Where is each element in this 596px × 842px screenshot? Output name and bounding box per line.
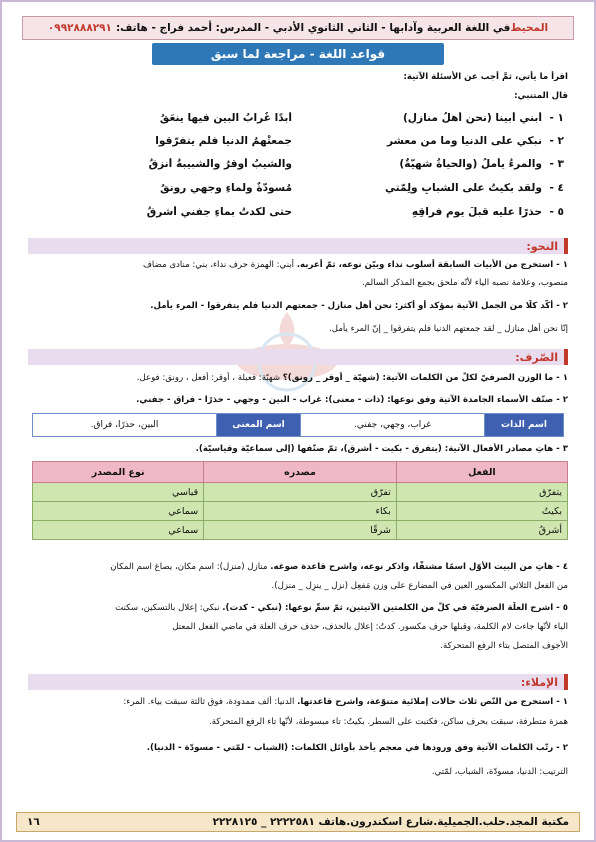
nahw-q1 xyxy=(28,259,568,271)
verse-hemistich-2: جمعتْهمُ الدنيا فلم يتفرّقوا xyxy=(155,135,292,147)
table-cell: قياسي xyxy=(33,483,204,502)
section-nahw: النحو: xyxy=(28,238,568,254)
table-cell: شرقًا xyxy=(204,521,397,540)
answer-text: الدنيا: ألف ممدودة، فوق ثالثة سبقت بياء. المرء: xyxy=(123,697,298,707)
section-sarf: الصّرف: xyxy=(28,349,568,365)
sarf-q4-answer: من الفعل الثلاثي المكسور العين في المضارع على وزن مَفعِل (نزل _ ينزِل _ منزل). xyxy=(271,581,568,591)
imlaa-q1 xyxy=(28,696,568,708)
verse-hemistich-2: أبدًا غُرابُ البينِ فيها ينعَقُ xyxy=(159,112,292,124)
sarf-q2: ٢ - صنّف الأسماء الجامدة الآتية وفق نوعها: (ذات - معنى): غراب - البين - وجهي - حذرًا - فراق - جفني. xyxy=(136,395,568,405)
verse-num: ٤ - xyxy=(549,182,564,194)
table-row xyxy=(33,483,568,502)
page-title: قواعد اللغة - مراجعة لما سبق xyxy=(152,43,444,65)
verse-hemistich-1: ولقد بكيتُ على الشبابِ ولِمّتي xyxy=(384,182,542,194)
table-header: الفعل xyxy=(396,462,567,483)
verse-num: ٣ - xyxy=(549,158,564,170)
table-cell: سماعي xyxy=(33,521,204,540)
imlaa-q2: ٢ - رتّب الكلمات الآتية وفق ورودها في معجم يأخذ بأوائل الكلمات: (الشباب - لمّتي - مسودّة - الدنيا). xyxy=(146,743,568,753)
answer-text: نبكي: إعلال بالتسكين، سكنت xyxy=(115,603,223,613)
box-value-maana: البين، حذرًا، فراق. xyxy=(33,414,216,436)
intro-read: اقرأ ما يأتي، ثمَّ أجب عن الأسئلة الآتية: xyxy=(403,72,568,82)
masdar-table xyxy=(32,461,568,540)
sarf-q5-answer: الياء لأنّها جاءت لام الكلمة، وقبلها حرف مكسور. كدتُ: إعلال بالحذف، حذف حرف العلة في ماضي الفعل المعتل xyxy=(172,622,568,632)
table-cell: أشرقُ xyxy=(396,521,567,540)
nahw-q1-answer: منصوب، وعلامة نصبه الياء لأنّه ملحق بجمع المذكر السالم. xyxy=(362,278,568,288)
sarf-q4 xyxy=(28,561,568,573)
verse-hemistich-2: والشيبُ أوقرُ والشبيبةُ أنزقُ xyxy=(148,158,292,170)
table-cell: تفرّق xyxy=(204,483,397,502)
verse-hemistich-1: والمرءُ يأملُ (والحياةُ شهيّةٌ) xyxy=(399,158,542,170)
header-phone: ٠٩٩٢٨٨٨٢٩١ xyxy=(47,22,112,34)
question-text: ٥ - اشرح العلّة الصرفيّة في كلٍّ من الكلمتين الآتيتين، ثمّ سمِّ نوعها: (نبكي - كدت). xyxy=(222,603,568,613)
verse-hemistich-2: مُسودّةٌ ولماءِ وجهي رونقُ xyxy=(160,182,292,194)
question-text: ١ - استخرج من النّص ثلاث حالات إملائية متنوّعة، واشرح قاعدتها. xyxy=(297,697,568,707)
sarf-q3: ٣ - هاتِ مصادر الأفعال الآتية: (يتفرق - بكيت - أشرق)، ثمّ صنّفها (إلى سماعيّة وقياسيّة). xyxy=(195,444,568,454)
question-text: ٤ - هاتِ من البيت الأوّل اسمًا مشتقًّا، واذكر نوعه، واشرح قاعدة صوغه. xyxy=(270,562,568,572)
header-brand: المحيط xyxy=(510,22,549,34)
section-imlaa: الإملاء: xyxy=(28,674,568,690)
nahw-q2: ٢ - أكّد كلًّا من الجمل الآتية بمؤكد أو أكثر: نحن أهل منازل - جمعتهم الدنيا فلم يتفرقوا - المرء يأمل. xyxy=(150,301,568,311)
table-row xyxy=(33,521,568,540)
table-cell: بكيتُ xyxy=(396,502,567,521)
table-header: نوع المصدر xyxy=(33,462,204,483)
question-text: ١ - استخرج من الأبيات السابقة أسلوب نداء وبيّن نوعه، ثمّ أعربه. xyxy=(296,260,568,270)
footer-library: مكتبة المجد.حلب.الجميلية.شارع اسكندرون.هاتف ٢٢٢٢٥٨١ _ ٢٢٢٨١٢٥ xyxy=(212,816,569,828)
noun-classification-box xyxy=(32,413,564,437)
nahw-q2-answer: إنّا نحن أهل منازل _ لقد جمعتهم الدنيا فلم يتفرقوا _ إنّ المرء يأمل. xyxy=(329,324,568,334)
verse-hemistich-1: نبكي على الدنيا وما من معشرٍ xyxy=(386,135,542,147)
sarf-q5 xyxy=(28,602,568,614)
verse-num: ١ - xyxy=(549,112,564,124)
intro-poet: قال المتنبي: xyxy=(514,91,568,101)
verse-hemistich-2: حتى لكدتُ بماءِ جفني أشرقُ xyxy=(146,206,292,218)
box-value-dhat: غراب، وجهي، جفني. xyxy=(300,414,484,436)
verse-5 xyxy=(28,202,564,222)
question-text: ١ - ما الوزن الصرفيّ لكلٍّ من الكلمات الآتية: (شهيّة _ أوقر _ رونق)؟ xyxy=(282,373,568,383)
table-cell: بكاء xyxy=(204,502,397,521)
footer-bar xyxy=(16,812,580,832)
verse-num: ٢ - xyxy=(549,135,564,147)
answer-text: أبني: الهمزة حرف نداء، بني: منادى مضاف xyxy=(143,260,297,270)
table-header: مصدره xyxy=(204,462,397,483)
verse-1 xyxy=(28,108,564,128)
box-header-dhat: اسم الذات xyxy=(484,414,563,436)
table-cell: يتفرّق xyxy=(396,483,567,502)
page-number: ١٦ xyxy=(27,816,40,828)
sarf-q1 xyxy=(28,372,568,384)
sarf-q5-answer-end: الأجوف المتصل بتاء الرفع المتحركة. xyxy=(440,641,568,651)
answer-text: شهيّة: فعيلة ، أوقر: أفعل ، رونق: فوعل. xyxy=(136,373,283,383)
table-cell: سماعي xyxy=(33,502,204,521)
table-header-row xyxy=(33,462,568,483)
header-text: في اللغة العربية وآدابها - الثاني الثانوي الأدبي - المدرس: أحمد فراج - هاتف: xyxy=(115,22,511,34)
verse-hemistich-1: أبني أبينا (نحن أهلُ منازلٍ) xyxy=(402,112,542,124)
table-row xyxy=(33,502,568,521)
imlaa-q1-answer: همزة متطرفة، سبقت بحرف ساكن، فكتبت على السطر. بكيتُ: تاء مبسوطة، لأنّها تاء الرفع المتحركة. xyxy=(209,717,568,727)
verse-num: ٥ - xyxy=(549,206,564,218)
header-banner xyxy=(22,16,574,40)
verse-hemistich-1: حذرًا عليه قبلَ يومِ فراقِهِ xyxy=(411,206,542,218)
imlaa-q2-answer: الترتيب: الدنيا، مسودّة، الشباب، لمّتي. xyxy=(431,767,568,777)
verse-2 xyxy=(28,131,564,151)
answer-text: منازل (منزل): اسم مكان، يصاغ اسم المكان xyxy=(110,562,271,572)
verse-4 xyxy=(28,178,564,198)
verse-3 xyxy=(28,154,564,174)
box-header-maana: اسم المعنى xyxy=(216,414,300,436)
